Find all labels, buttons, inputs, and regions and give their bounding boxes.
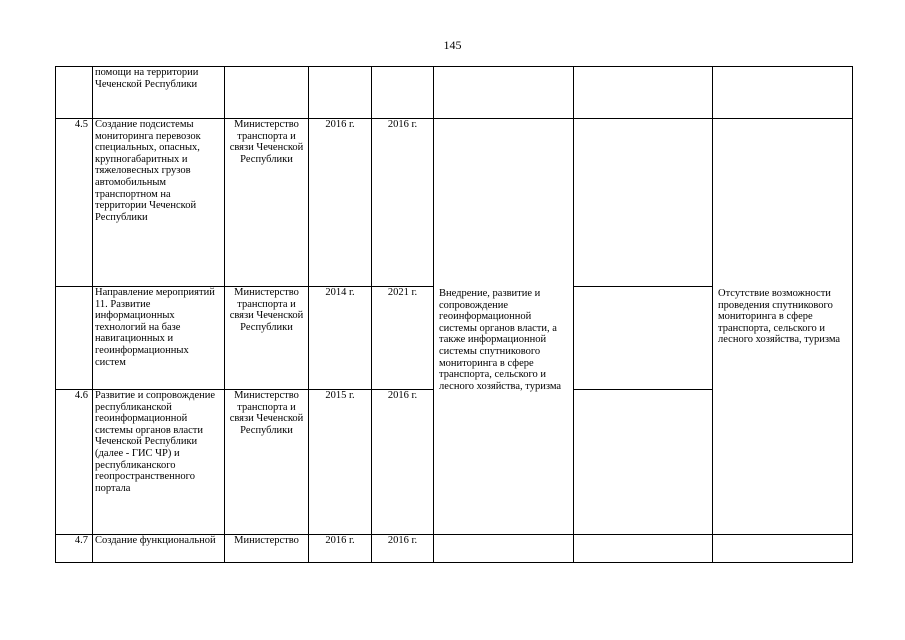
start-year: 2015 г.	[309, 390, 372, 535]
executor: Министерство транспорта и связи Чеченской Республики	[225, 287, 309, 390]
start-year: 2016 г.	[309, 535, 372, 563]
end-year: 2016 г.	[372, 535, 434, 563]
end-year: 2016 г.	[372, 119, 434, 287]
program-table	[55, 66, 853, 563]
executor: Министерство	[225, 535, 309, 563]
row-number: 4.7	[56, 535, 93, 563]
consequence-cell	[713, 535, 853, 563]
table-row	[56, 535, 853, 563]
end-year: 2016 г.	[372, 390, 434, 535]
consequence-of-non-implementation: Отсутствие возможности проведения спутникового мониторинга в сфере транспорта, сельского и лесного хозяйства, туризма	[713, 119, 853, 535]
indicator-cell	[574, 390, 713, 535]
expected-result-cell	[434, 535, 574, 563]
executor: Министерство транспорта и связи Чеченской Республики	[225, 390, 309, 535]
activity-name: Создание функциональной	[93, 535, 225, 563]
row-number: 4.5	[56, 119, 93, 287]
table-row	[56, 67, 853, 119]
start-year: 2014 г.	[309, 287, 372, 390]
expected-result: Внедрение, развитие и сопровождение геоинформационной системы органов власти, а также информационной системы спутникового мониторинга в сфере транспорта, сельского и лесного хозяйства, туризма	[434, 119, 574, 535]
start-year	[309, 67, 372, 119]
indicator-cell	[574, 287, 713, 390]
indicator-cell	[574, 67, 713, 119]
table-row	[56, 119, 853, 287]
end-year: 2021 г.	[372, 287, 434, 390]
indicator-cell	[574, 535, 713, 563]
row-number: 4.6	[56, 390, 93, 535]
page-number: 145	[443, 38, 462, 52]
activity-name: Направление мероприятий 11. Развитие информационных технологий на базе навигационных и геоинформационных систем	[93, 287, 225, 390]
expected-result-cell	[434, 67, 574, 119]
row-number	[56, 287, 93, 390]
executor: Министерство транспорта и связи Чеченской Республики	[225, 119, 309, 287]
indicator-cell	[574, 119, 713, 287]
row-number	[56, 67, 93, 119]
executor	[225, 67, 309, 119]
activity-name: Создание подсистемы мониторинга перевозок специальных, опасных, крупногабаритных и тяжеловесных грузов автомобильным транспортном на территории Чеченской Республики	[93, 119, 225, 287]
end-year	[372, 67, 434, 119]
start-year: 2016 г.	[309, 119, 372, 287]
activity-name: помощи на территории Чеченской Республики	[93, 67, 225, 119]
consequence-cell	[713, 67, 853, 119]
activity-name: Развитие и сопровождение республиканской геоинформационной системы органов власти Чеченской Республики (далее - ГИС ЧР) и республиканского геопространственного портала	[93, 390, 225, 535]
